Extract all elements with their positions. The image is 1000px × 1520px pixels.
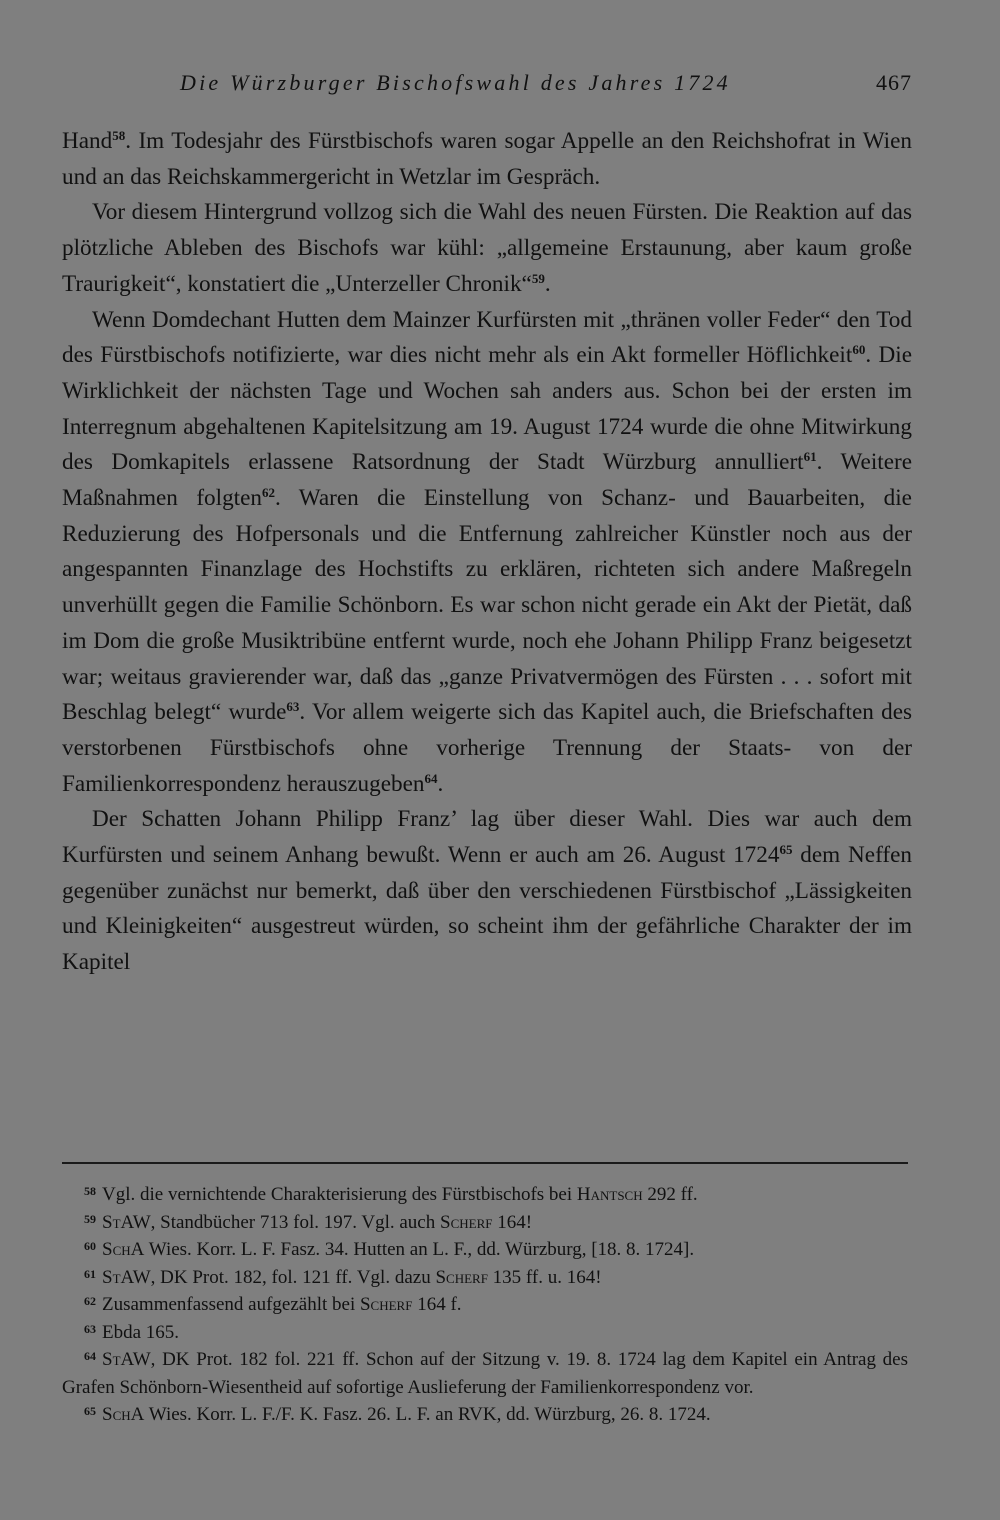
text-run: . xyxy=(544,270,551,297)
paragraph-1 xyxy=(62,124,912,195)
archive-abbrev: SchA xyxy=(102,1239,145,1260)
footnote-ref: 63 xyxy=(286,699,300,715)
footnote-number: 59 xyxy=(84,1211,96,1226)
text-run: Der Schatten Johann Philipp Franz’ lag über dieser Wahl. Dies war auch dem Kurfürsten und seinem Anhang bewußt. Wenn er auch am 26. August 1724 xyxy=(62,806,912,869)
text-run: . Die Wirklichkeit der nächsten Tage und Wochen sah anders aus. Schon bei der ersten im Interregnum abgehaltenen Kapitelsitzung am 19. August 1724 wurde die ohne Mitwirkung des Domkapitels erlassene Ratsordnung der Stadt Würzburg annulliert xyxy=(62,342,913,476)
footnote-61 xyxy=(62,1264,908,1292)
footnote-64 xyxy=(62,1346,908,1401)
text-run: Wenn Domdechant Hutten dem Mainzer Kurfürsten mit „thränen voller Feder“ den Tod des Fürstbischofs notifizierte, war dies nicht mehr als ein Akt formeller Höflichkeit xyxy=(62,306,912,369)
footnote-number: 65 xyxy=(84,1404,96,1418)
footnote-ref: 59 xyxy=(531,270,545,286)
footnote-text: , DK Prot. 182 fol. 221 ff. Schon auf der Sitzung v. 19. 8. 1724 lag dem Kapitel ein Antrag des Grafen Schönborn-Wiesentheid auf sofortige Auslieferung der Familienkorrespondenz vor. xyxy=(62,1349,908,1398)
footnote-ref: 65 xyxy=(779,842,793,858)
footnote-number: 64 xyxy=(84,1349,96,1363)
running-header xyxy=(62,70,912,102)
footnote-60 xyxy=(62,1236,908,1264)
footnote-62 xyxy=(62,1291,908,1319)
author-name: Scherf xyxy=(440,1211,493,1233)
paragraph-4 xyxy=(62,802,912,981)
footnote-number: 63 xyxy=(84,1321,96,1336)
archive-abbrev: StAW xyxy=(102,1211,151,1233)
footnote-58 xyxy=(62,1181,908,1209)
footnote-63 xyxy=(62,1319,908,1347)
page-number: 467 xyxy=(876,70,912,95)
footnote-text: Wies. Korr. L. F. Fasz. 34. Hutten an L. F., dd. Würzburg, [18. 8. 1724]. xyxy=(144,1239,695,1260)
text-run: dem Neffen gegenüber zunächst nur bemerkt, daß über den verschiedenen Fürstbischof „Lässigkeiten und Kleinigkeiten“ ausgestreut würden, so scheint ihm der gefährliche Charakter der im Kapitel xyxy=(62,842,912,976)
footnote-text: Vgl. die vernichtende Charakterisierung des Fürstbischofs bei xyxy=(102,1184,577,1205)
author-name: Scherf xyxy=(359,1294,413,1315)
footnote-text: , DK Prot. 182, fol. 121 ff. Vgl. dazu xyxy=(150,1266,436,1288)
text-run: Hand xyxy=(62,128,113,154)
footnote-text: Zusammenfassend aufgezählt bei xyxy=(102,1294,360,1315)
text-run: Vor diesem Hintergrund vollzog sich die Wahl des neuen Fürsten. Die Reaktion auf das plötzliche Ableben des Bischofs war kühl: „allgemeine Erstaunung, aber kaum große Traurigkeit“, konstatiert die „Unterzeller Chronik“ xyxy=(62,199,912,297)
text-run: . xyxy=(437,770,444,797)
text-run: . Waren die Einstellung von Schanz- und Bauarbeiten, die Reduzierung des Hofpersonals und die Entfernung zahlreicher Künstler noch aus der angespannten Finanzlage des Hochstifts zu erklären, richteten sich andere Maßregeln unverhüllt gegen die Familie Schönborn. Es war schon nicht gerade ein Akt der Pietät, daß im Dom die große Musiktribüne entfernt wurde, noch ehe Johann Philipp Franz beigesetzt war; weitaus gravierender war, daß das „ganze Privatvermögen des Fürsten . . . sofort mit Beschlag belegt“ wurde xyxy=(62,485,912,726)
footnote-divider xyxy=(62,1162,908,1164)
footnote-number: 60 xyxy=(84,1239,96,1253)
footnote-text: 164! xyxy=(492,1211,533,1233)
paragraph-3 xyxy=(62,303,912,803)
footnote-text: Ebda 165. xyxy=(102,1321,180,1343)
archive-abbrev: SchA xyxy=(102,1404,145,1425)
footnote-number: 61 xyxy=(84,1266,96,1281)
footnote-text: Wies. Korr. L. F./F. K. Fasz. 26. L. F. an RVK, dd. Würzburg, 26. 8. 1724. xyxy=(144,1404,711,1425)
author-name: Scherf xyxy=(435,1266,488,1288)
footnote-ref: 58 xyxy=(112,128,126,143)
footnote-65 xyxy=(62,1401,908,1429)
footnotes xyxy=(62,1181,908,1429)
footnote-text: 135 ff. u. 164! xyxy=(487,1266,602,1288)
text-run: . Vor allem weigerte sich das Kapitel auch, die Briefschaften des verstorbenen Fürstbischofs ohne vorherige Trennung der Staats- von der Familienkorrespondenz herauszugeben xyxy=(62,699,913,797)
author-name: Hantsch xyxy=(576,1184,643,1205)
text-run: . Im Todesjahr des Fürstbischofs waren sogar Appelle an den Reichshofrat in Wien und an das Reichskammergericht in Wetzlar im Gespräch. xyxy=(62,128,912,190)
footnote-text: 292 ff. xyxy=(642,1184,698,1205)
text-run: . Weitere Maßnahmen folgten xyxy=(62,449,913,512)
footnote-59 xyxy=(62,1209,908,1237)
archive-abbrev: StAW xyxy=(102,1266,151,1288)
footnote-text: 164 f. xyxy=(412,1294,462,1315)
footnote-ref: 62 xyxy=(262,485,275,501)
footnote-ref: 61 xyxy=(803,449,817,465)
footnote-ref: 60 xyxy=(852,342,866,358)
footnote-ref: 64 xyxy=(424,770,438,786)
footnote-text: , Standbücher 713 fol. 197. Vgl. auch xyxy=(150,1211,440,1233)
running-title: Die Würzburger Bischofswahl des Jahres 1724 xyxy=(180,70,731,95)
main-text xyxy=(62,124,912,981)
archive-abbrev: StAW xyxy=(102,1349,151,1370)
footnote-number: 58 xyxy=(84,1184,96,1198)
paragraph-2 xyxy=(62,195,912,302)
footnote-number: 62 xyxy=(84,1294,96,1308)
